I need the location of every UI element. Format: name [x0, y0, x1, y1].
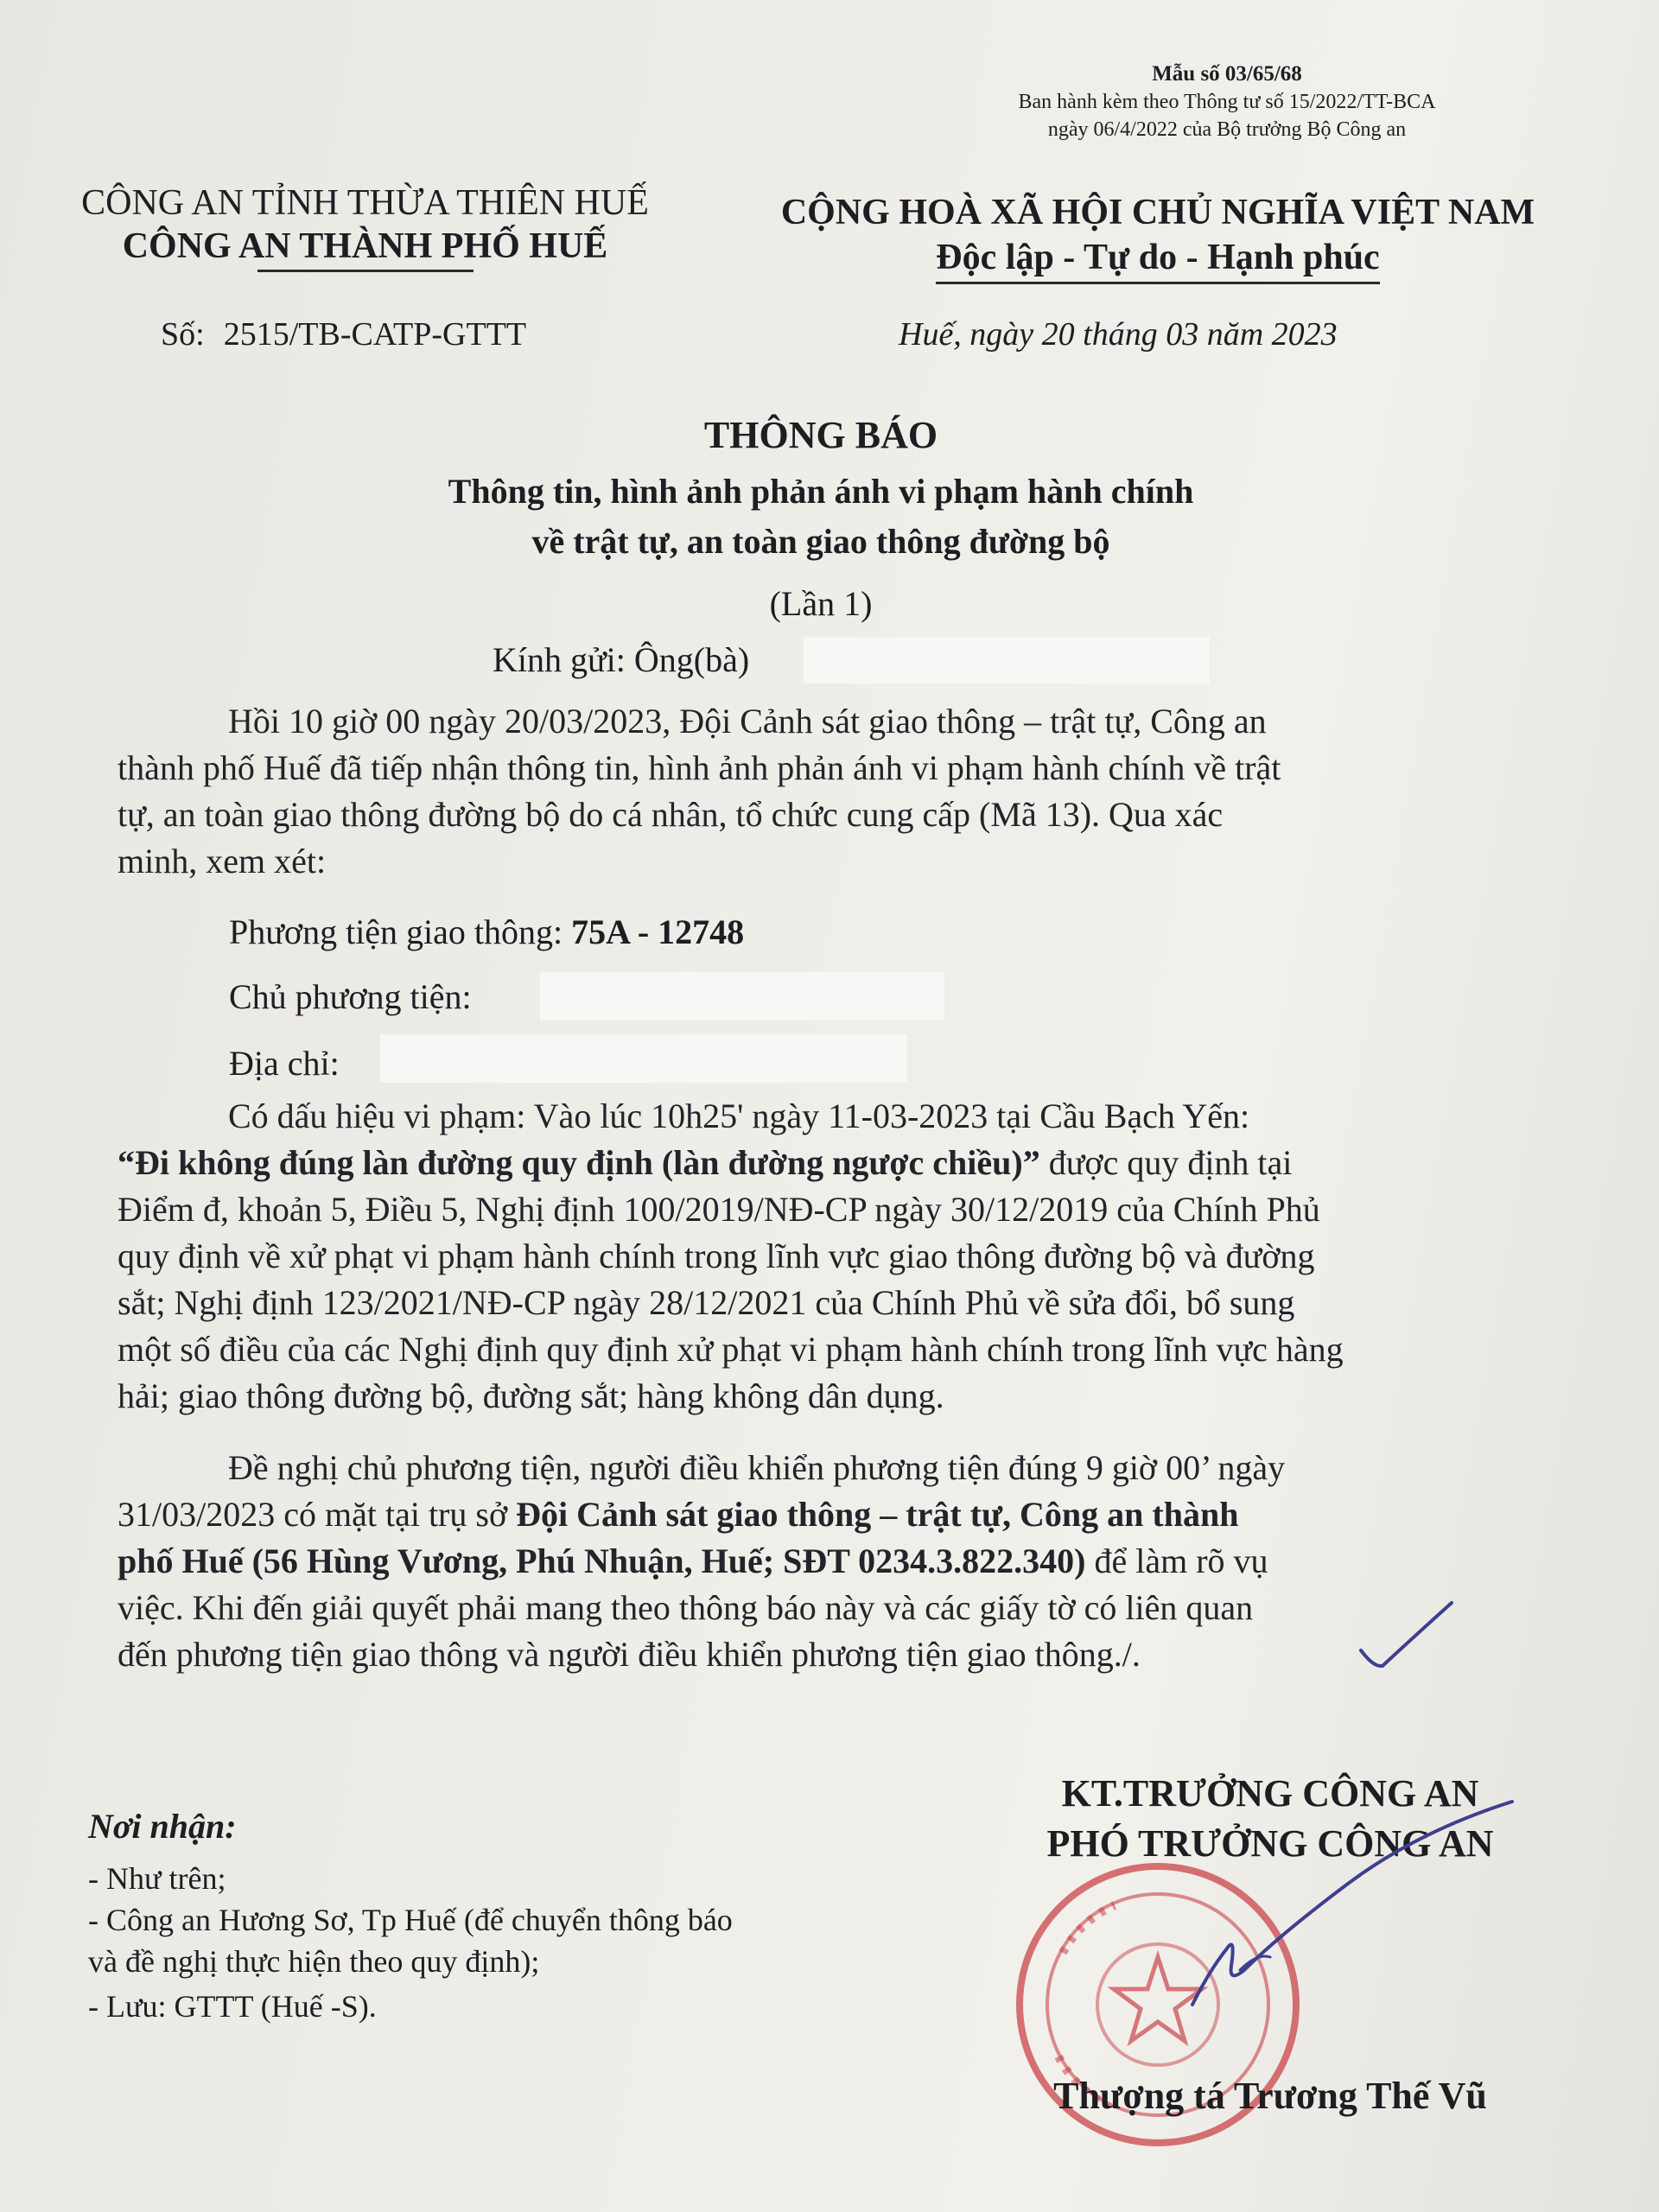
text-line: Hồi 10 giờ 00 ngày 20/03/2023, Đội Cảnh sát giao thông – trật tự, Công an	[228, 702, 1267, 741]
check-mark-icon	[1357, 1599, 1460, 1676]
signature-title: PHÓ TRƯỞNG CÔNG AN	[1046, 1822, 1494, 1865]
recipient-item: - Như trên;	[88, 1861, 226, 1896]
text-line: quy định về xử phạt vi phạm hành chính trong lĩnh vực giao thông đường bộ và đường	[118, 1236, 1315, 1275]
text-line: việc. Khi đến giải quyết phải mang theo thông báo này và các giấy tờ có liên quan	[118, 1588, 1254, 1627]
recipient-item: - Lưu: GTTT (Huế -S).	[88, 1989, 377, 2024]
form-code: Mẫu số 03/65/68	[1152, 62, 1302, 86]
agency-underline	[257, 270, 474, 272]
text-line: sắt; Nghị định 123/2021/NĐ-CP ngày 28/12/2021 của Chính Phủ về sửa đổi, bổ sung	[118, 1283, 1295, 1322]
address-label: Địa chỉ:	[229, 1044, 340, 1083]
vehicle-field	[229, 912, 744, 952]
text-line: “Đi không đúng làn đường quy định (làn đường ngược chiều)” được quy định tại	[118, 1143, 1293, 1182]
text-line: minh, xem xét:	[118, 842, 327, 880]
document-title: THÔNG BÁO	[703, 414, 938, 456]
paragraph-receipt	[118, 698, 1509, 885]
place-date: Huế, ngày 20 tháng 03 năm 2023	[899, 316, 1338, 353]
text-line: Có dấu hiệu vi phạm: Vào lúc 10h25' ngày 11-03-2023 tại Cầu Bạch Yến:	[228, 1096, 1250, 1135]
paragraph-violation	[118, 1093, 1543, 1420]
signer-name: Thượng tá Trương Thế Vũ	[1053, 2075, 1487, 2117]
office-address: phố Huế (56 Hùng Vương, Phú Nhuận, Huế; SĐT 0234.3.822.340)	[118, 1541, 1086, 1580]
redacted-name	[804, 637, 1210, 683]
vehicle-label: Phương tiện giao thông:	[229, 912, 563, 951]
recipient-item: - Công an Hương Sơ, Tp Huế (để chuyển thông báo	[88, 1903, 733, 1937]
parent-agency: CÔNG AN TỈNH THỪA THIÊN HUẾ	[81, 183, 649, 223]
owner-field	[229, 976, 472, 1017]
form-ref-line: ngày 06/4/2022 của Bộ trưởng Bộ Công an	[1047, 118, 1407, 141]
office-name: Đội Cảnh sát giao thông – trật tự, Công an thành	[516, 1495, 1239, 1534]
recipients-heading: Nơi nhận:	[88, 1807, 237, 1846]
text-line: thành phố Huế đã tiếp nhận thông tin, hình ảnh phản ánh vi phạm hành chính về trật	[118, 748, 1281, 787]
document-number-label: Số:	[161, 316, 205, 353]
document-subtitle: Thông tin, hình ảnh phản ánh vi phạm hành chính	[448, 472, 1194, 511]
address-field	[229, 1043, 340, 1084]
redacted-owner	[540, 972, 944, 1020]
form-ref-line: Ban hành kèm theo Thông tư số 15/2022/TT-BCA	[1018, 91, 1436, 113]
form-reference	[933, 60, 1521, 143]
attempt-number: (Lần 1)	[769, 584, 873, 623]
text-line: tự, an toàn giao thông đường bộ do cá nhân, tổ chức cung cấp (Mã 13). Qua xác	[118, 795, 1224, 834]
national-header	[726, 190, 1590, 284]
text-line: đến phương tiện giao thông và người điều khiển phương tiện giao thông./.	[118, 1635, 1141, 1674]
text-line: 31/03/2023 có mặt tại trụ sở Đội Cảnh sát giao thông – trật tự, Công an thành	[118, 1495, 1239, 1534]
text-line: phố Huế (56 Hùng Vương, Phú Nhuận, Huế; SĐT 0234.3.822.340) để làm rõ vụ	[118, 1541, 1268, 1580]
violation-quote: “Đi không đúng làn đường quy định (làn đường ngược chiều)”	[118, 1143, 1040, 1182]
owner-label: Chủ phương tiện:	[229, 977, 472, 1016]
text-line: Điểm đ, khoản 5, Điều 5, Nghị định 100/2019/NĐ-CP ngày 30/12/2019 của Chính Phủ	[118, 1190, 1320, 1229]
text-line: một số điều của các Nghị định quy định xử phạt vi phạm hành chính trong lĩnh vực hàng	[118, 1330, 1344, 1369]
text-line: Đề nghị chủ phương tiện, người điều khiển phương tiện đúng 9 giờ 00’ ngày	[228, 1448, 1286, 1487]
paragraph-request	[118, 1445, 1543, 1678]
country-name: CỘNG HOÀ XÃ HỘI CHỦ NGHĨA VIỆT NAM	[780, 193, 1535, 232]
vehicle-plate: 75A - 12748	[571, 912, 745, 951]
redacted-address	[380, 1034, 907, 1083]
recipient-item: và đề nghị thực hiện theo quy định);	[88, 1944, 540, 1979]
issuing-agency	[43, 181, 687, 272]
document-number-value: 2515/TB-CATP-GTTT	[223, 316, 527, 353]
signature-title: KT.TRƯỞNG CÔNG AN	[1061, 1772, 1479, 1815]
document-subtitle: về trật tự, an toàn giao thông đường bộ	[531, 522, 1110, 561]
national-motto: Độc lập - Tự do - Hạnh phúc	[936, 235, 1379, 284]
text-line: hải; giao thông đường bộ, đường sắt; hàng không dân dụng.	[118, 1376, 944, 1415]
issuing-unit: CÔNG AN THÀNH PHỐ HUẾ	[122, 226, 608, 266]
document-number	[161, 315, 526, 353]
handwritten-signature-icon	[1175, 1797, 1521, 2022]
greeting: Kính gửi: Ông(bà)	[493, 640, 750, 679]
